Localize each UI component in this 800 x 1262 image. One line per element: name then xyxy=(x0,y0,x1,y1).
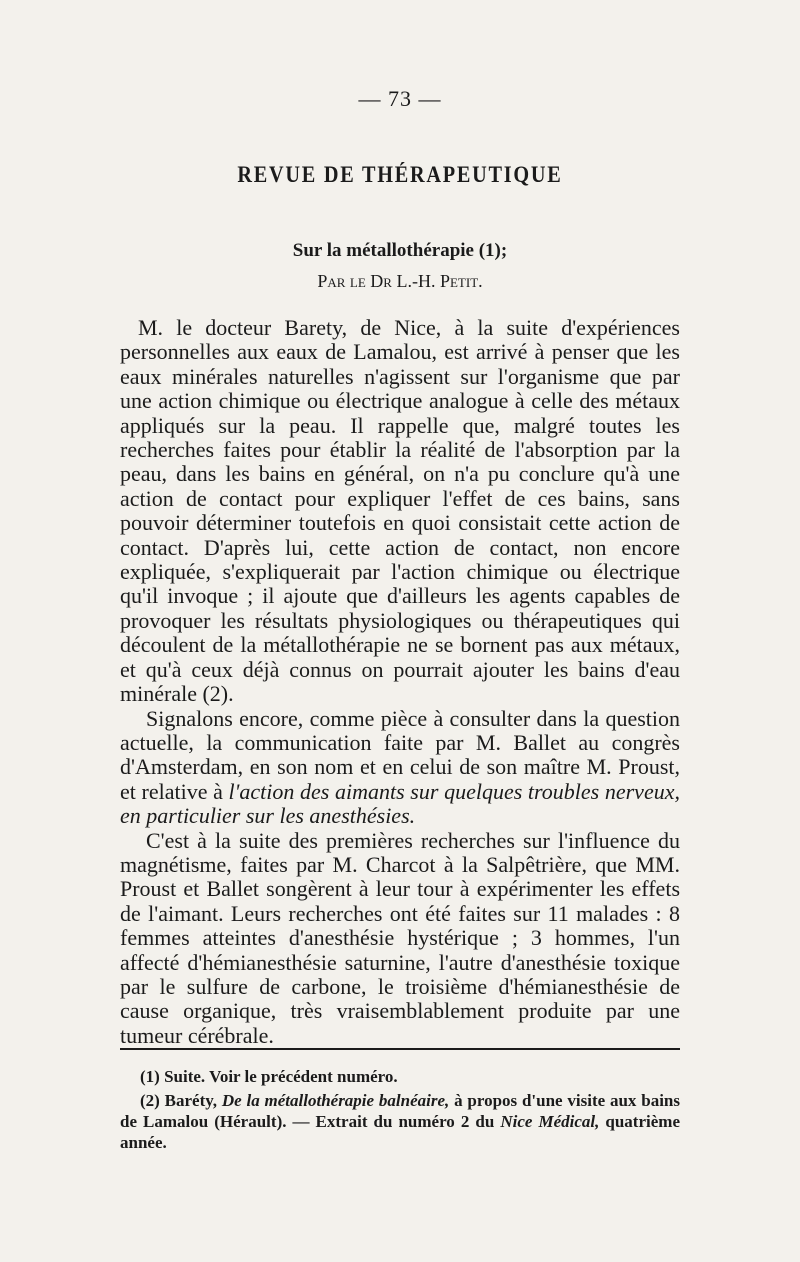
paragraph-1: M. le docteur Barety, de Nice, à la suite d'expériences personnelles aux eaux de Lamalou, est arrivé à penser que les eaux minérales naturelles n'agissent sur l'organisme que par une action chimique ou électrique analogue à celle des métaux appliqués sur la peau. Il rappelle que, malgré toutes les recherches faites pour établir la réalité de l'absorption par la peau, dans les bains en général, on n'a pu conclure qu'à une action de contact pour expliquer l'effet de ces bains, sans pouvoir déterminer toutefois en quoi consistait cette action de contact. D'après lui, cette action de contact, non encore expliquée, s'expliquerait par l'action chimique ou électrique qu'il invoque ; il ajoute que d'ailleurs les agents capables de provoquer les résultats physiologiques ou thérapeutiques qui découlent de la métallothérapie ne se bornent pas aux métaux, et qu'à ceux déjà connus on pourrait ajouter les bains d'eau minérale (2). xyxy=(120,315,680,707)
footnotes xyxy=(120,1066,680,1156)
footnote-1: (1) Suite. Voir le précédent numéro. xyxy=(140,1067,398,1086)
footnote-2-middle: à propos d'une visite aux bains de Lamalou (Hérault). — Extrait du numéro 2 du xyxy=(120,1091,680,1131)
journal-title: REVUE DE THÉRAPEUTIQUE xyxy=(237,162,563,187)
footnote-2-before: (2) Baréty, xyxy=(140,1091,222,1110)
article-byline: Par le Dr L.-H. Petit. xyxy=(317,271,483,291)
footnote-2-journal: Nice Médical, xyxy=(500,1112,600,1131)
footnote-separator xyxy=(120,1048,680,1050)
paragraph-2-italic: l'action des aimants sur quelques troubles nerveux, en particulier sur les anesthésies. xyxy=(120,778,680,829)
article-body xyxy=(120,316,680,1048)
paragraph-3: C'est à la suite des premières recherches sur l'influence du magnétisme, faites par M. Charcot à la Salpêtrière, que MM. Proust et Ballet songèrent à leur tour à expérimenter les effets de l'aimant. Leurs recherches ont été faites sur 11 malades : 8 femmes atteintes d'anesthésie hystérique ; 3 hommes, l'un affecté d'hémianesthésie saturnine, l'autre d'anesthésie toxique par le sulfure de carbone, le troisième d'hémianesthésie de cause organique, très vraisemblablement produite par une tumeur cérébrale. xyxy=(120,827,680,1048)
footnote-2 xyxy=(120,1090,680,1153)
paragraph-2 xyxy=(120,707,680,829)
article-subject: Sur la métallothérapie (1); xyxy=(292,240,508,261)
footnote-2-after: quatrième année. xyxy=(120,1112,680,1152)
paragraph-2-text: Signalons encore, comme pièce à consulter dans la question actuelle, la communication faite par M. Ballet au congrès d'Amsterdam, en son nom et en celui de son maître M. Proust, et relative à xyxy=(120,705,680,804)
page-number: — 73 — xyxy=(358,86,442,111)
footnote-2-title: De la métallothérapie balnéaire, xyxy=(221,1091,450,1110)
